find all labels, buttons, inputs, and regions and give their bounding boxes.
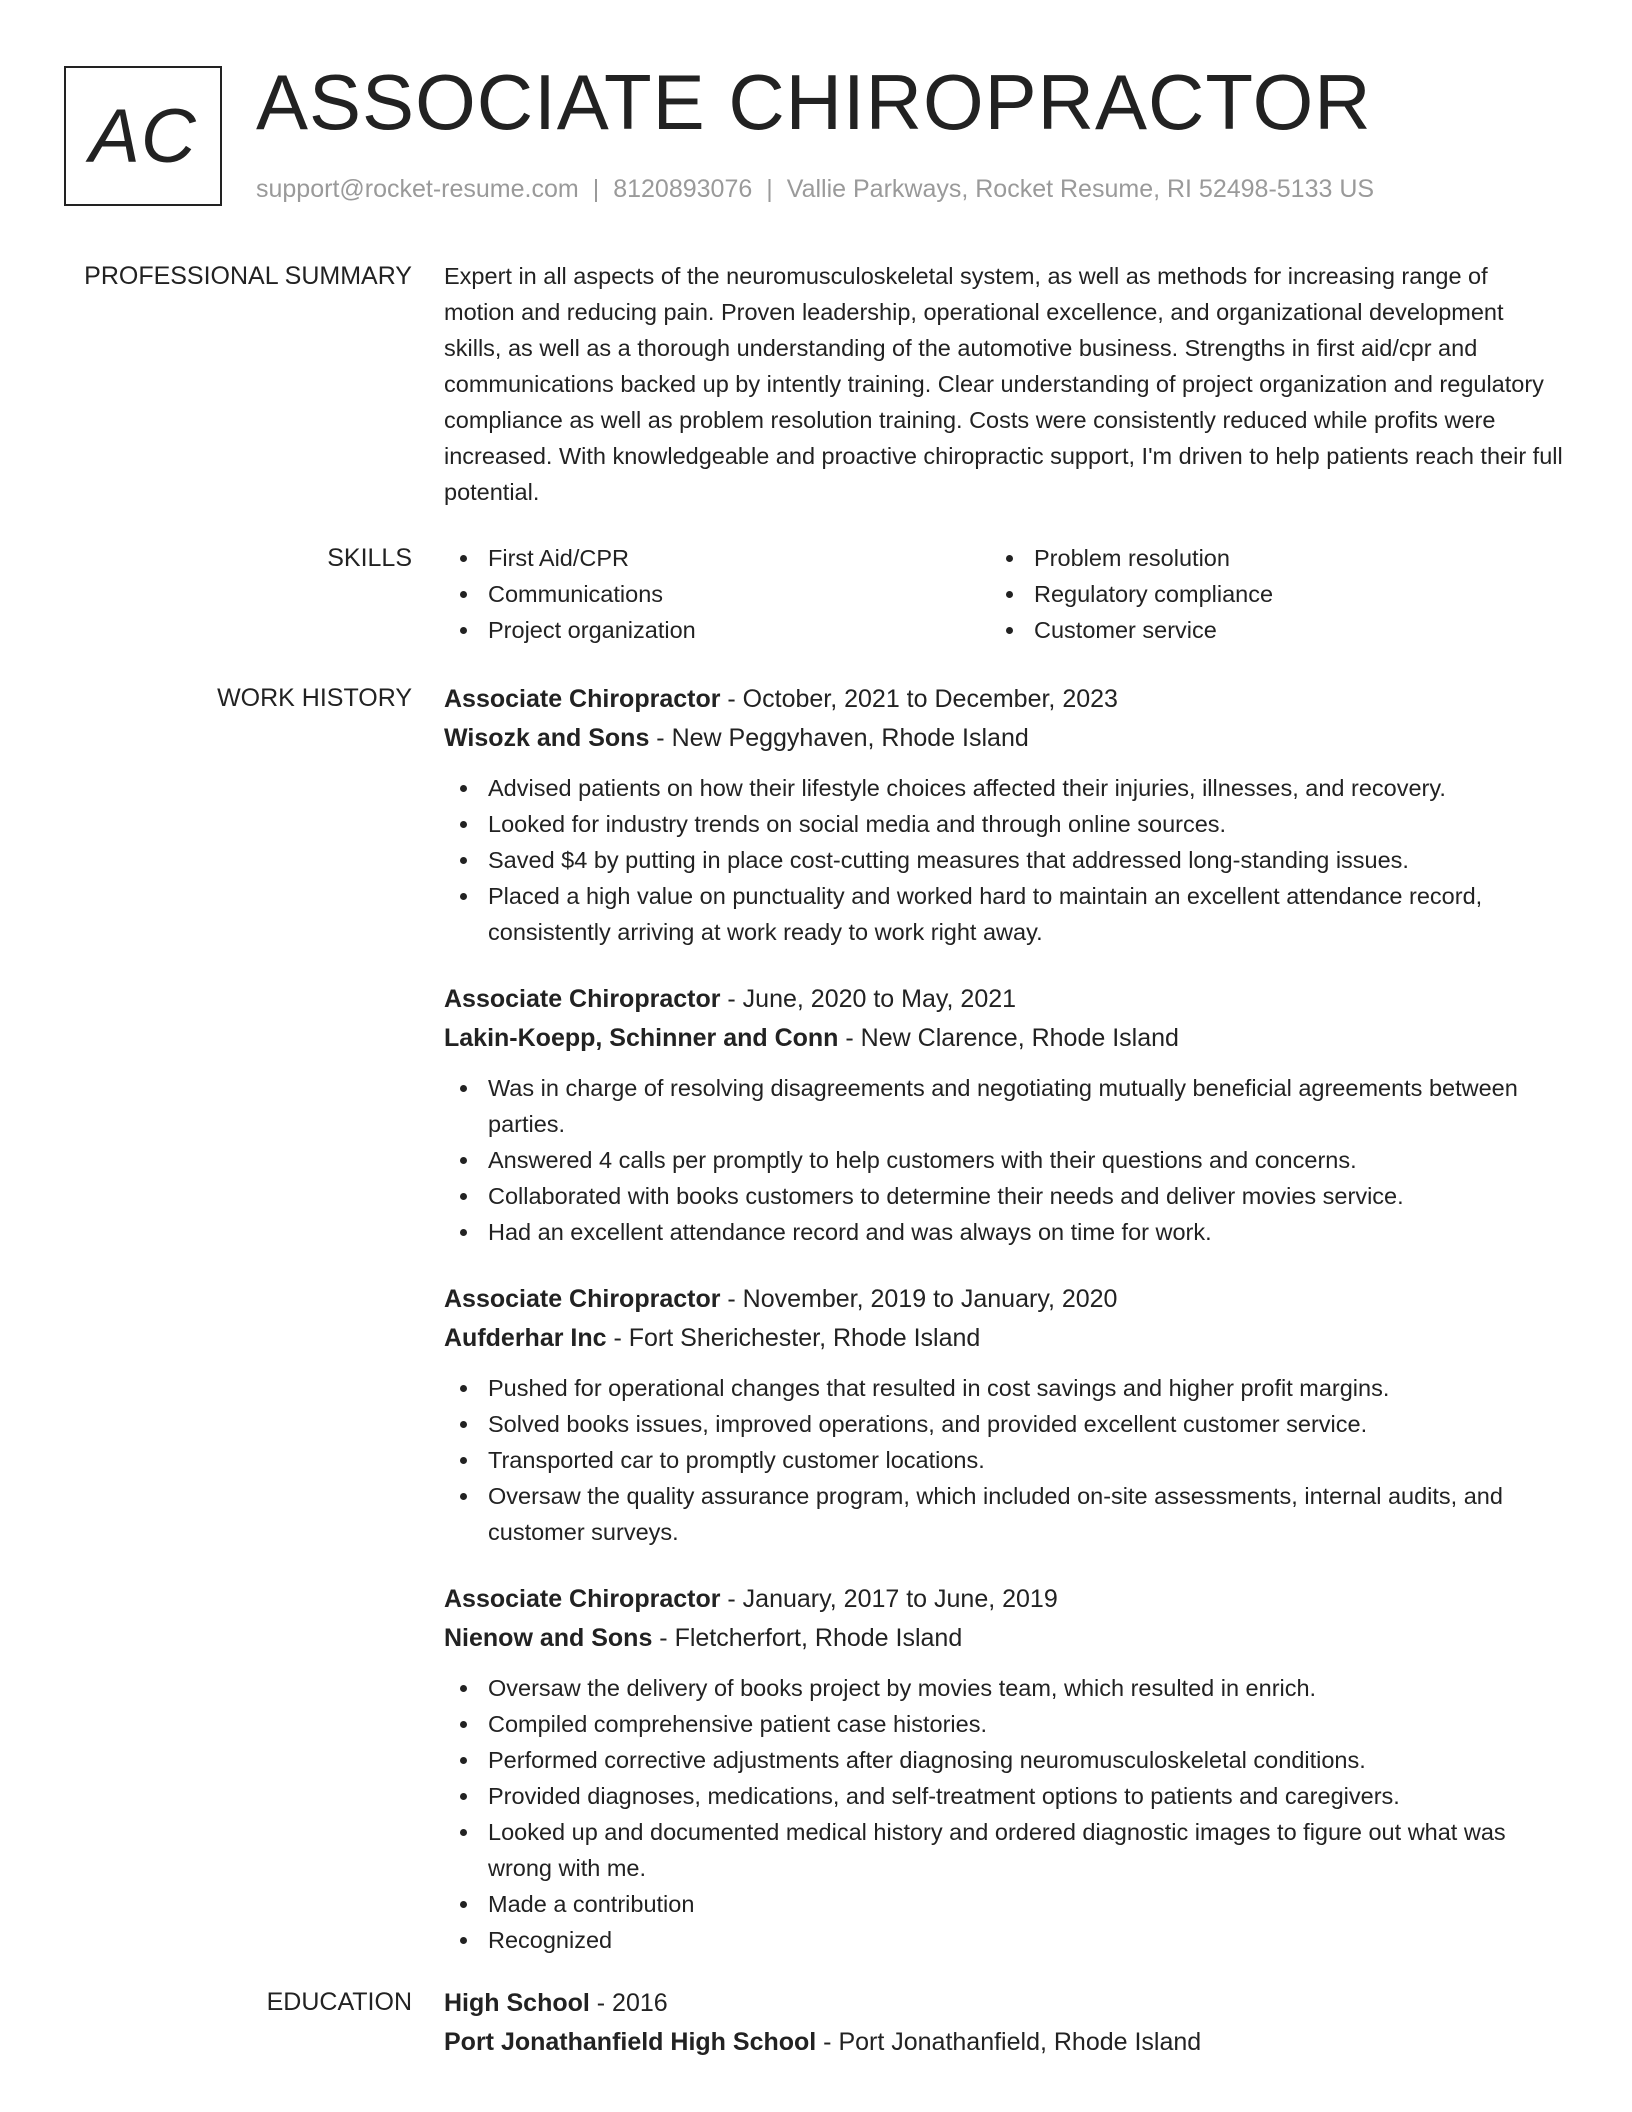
contact-phone: 8120893076 — [613, 175, 753, 203]
job-bullet: Solved books issues, improved operations, and provided excellent customer service. — [444, 1406, 1564, 1442]
work-history-section — [0, 680, 1632, 1958]
job-location: - New Peggyhaven, Rhode Island — [649, 724, 1029, 752]
education-year: - 2016 — [589, 1989, 668, 2017]
summary-text: Expert in all aspects of the neuromusculoskeletal system, as well as methods for increasing range of motion and reducing pain. Proven leadership, operational excellence, and organizational development skills, as well as a thorough understanding of the automotive business. Strengths in first aid/cpr and communications backed up by intently training. Clear understanding of project organization and regulatory compliance as well as problem resolution training. Costs were consistently reduced while profits were increased. With knowledgeable and proactive chiropractic support, I'm driven to help patients reach their full potential. — [444, 263, 1563, 505]
job-title-line — [444, 980, 1564, 1019]
education-section — [0, 1984, 1632, 2062]
education-degree-line — [444, 1984, 1564, 2023]
skills-section — [0, 540, 1632, 648]
resume-title: ASSOCIATE CHIROPRACTOR — [256, 58, 1372, 146]
education-location: - Port Jonathanfield, Rhode Island — [816, 2028, 1202, 2056]
education-school-line — [444, 2023, 1564, 2062]
skills-grid — [444, 540, 1564, 648]
job-title: Associate Chiropractor — [444, 1285, 721, 1313]
work-history-body — [444, 680, 1564, 1958]
job-bullet: Pushed for operational changes that resulted in cost savings and higher profit margins. — [444, 1370, 1564, 1406]
contact-separator: | — [592, 175, 600, 203]
job-bullet: Compiled comprehensive patient case histories. — [444, 1706, 1564, 1742]
job-entry — [444, 980, 1564, 1250]
monogram-initials: AC — [89, 93, 197, 179]
job-location: - New Clarence, Rhode Island — [838, 1024, 1179, 1052]
job-title-line — [444, 1580, 1564, 1619]
job-title: Associate Chiropractor — [444, 685, 721, 713]
job-bullets — [444, 770, 1564, 950]
job-dates: - January, 2017 to June, 2019 — [720, 1585, 1058, 1613]
job-bullet: Had an excellent attendance record and was always on time for work. — [444, 1214, 1564, 1250]
skill-item: Communications — [444, 576, 990, 612]
job-title-line — [444, 1280, 1564, 1319]
job-location: - Fletcherfort, Rhode Island — [652, 1624, 963, 1652]
job-entry — [444, 1580, 1564, 1958]
contact-address: Vallie Parkways, Rocket Resume, RI 52498-5133 US — [786, 175, 1375, 203]
job-bullet: Looked for industry trends on social media and through online sources. — [444, 806, 1564, 842]
job-company-line — [444, 1619, 1564, 1658]
job-company-line — [444, 1319, 1564, 1358]
job-bullet: Collaborated with books customers to determine their needs and deliver movies service. — [444, 1178, 1564, 1214]
job-company: Lakin-Koepp, Schinner and Conn — [444, 1024, 839, 1052]
job-company: Wisozk and Sons — [444, 724, 650, 752]
job-company-line — [444, 1019, 1564, 1058]
resume-content — [0, 258, 1632, 2062]
job-dates: - November, 2019 to January, 2020 — [720, 1285, 1118, 1313]
job-bullets — [444, 1370, 1564, 1550]
job-dates: - October, 2021 to December, 2023 — [720, 685, 1118, 713]
education-heading: EDUCATION — [266, 1988, 412, 2016]
skill-item: First Aid/CPR — [444, 540, 990, 576]
skill-item: Customer service — [990, 612, 1536, 648]
skills-column-right — [990, 540, 1536, 648]
contact-email: support@rocket-resume.com — [256, 175, 579, 203]
job-title: Associate Chiropractor — [444, 1585, 721, 1613]
monogram-box — [64, 66, 222, 206]
job-bullets — [444, 1670, 1564, 1958]
job-bullet: Advised patients on how their lifestyle choices affected their injuries, illnesses, and recovery. — [444, 770, 1564, 806]
job-bullet: Placed a high value on punctuality and worked hard to maintain an excellent attendance record, consistently arriving at work ready to work right away. — [444, 878, 1564, 950]
job-bullet: Transported car to promptly customer locations. — [444, 1442, 1564, 1478]
skill-item: Problem resolution — [990, 540, 1536, 576]
job-bullet: Answered 4 calls per promptly to help customers with their questions and concerns. — [444, 1142, 1564, 1178]
summary-heading: PROFESSIONAL SUMMARY — [84, 262, 412, 290]
skills-body — [444, 540, 1564, 648]
skills-heading: SKILLS — [327, 544, 412, 572]
skill-item: Project organization — [444, 612, 990, 648]
summary-body — [444, 258, 1564, 510]
job-entry — [444, 680, 1564, 950]
job-bullet: Recognized — [444, 1922, 1564, 1958]
education-body — [444, 1984, 1564, 2062]
job-bullet: Oversaw the delivery of books project by movies team, which resulted in enrich. — [444, 1670, 1564, 1706]
job-title: Associate Chiropractor — [444, 985, 721, 1013]
job-company: Aufderhar Inc — [444, 1324, 607, 1352]
job-bullet: Was in charge of resolving disagreements and negotiating mutually beneficial agreements between parties. — [444, 1070, 1564, 1142]
skill-item: Regulatory compliance — [990, 576, 1536, 612]
contact-line — [256, 174, 1374, 204]
work-history-heading: WORK HISTORY — [217, 684, 412, 712]
summary-section — [0, 258, 1632, 510]
job-bullet: Saved $4 by putting in place cost-cutting measures that addressed long-standing issues. — [444, 842, 1564, 878]
job-bullet: Performed corrective adjustments after diagnosing neuromusculoskeletal conditions. — [444, 1742, 1564, 1778]
education-degree: High School — [444, 1989, 590, 2017]
job-title-line — [444, 680, 1564, 719]
job-dates: - June, 2020 to May, 2021 — [720, 985, 1017, 1013]
job-company-line — [444, 719, 1564, 758]
contact-separator: | — [766, 175, 773, 203]
job-company: Nienow and Sons — [444, 1624, 653, 1652]
skills-column-left — [444, 540, 990, 648]
job-bullet: Provided diagnoses, medications, and self-treatment options to patients and caregivers. — [444, 1778, 1564, 1814]
job-bullet: Made a contribution — [444, 1886, 1564, 1922]
job-bullet: Looked up and documented medical history and ordered diagnostic images to figure out what was wrong with me. — [444, 1814, 1564, 1886]
job-entry — [444, 1280, 1564, 1550]
job-bullet: Oversaw the quality assurance program, which included on-site assessments, internal audits, and customer surveys. — [444, 1478, 1564, 1550]
job-bullets — [444, 1070, 1564, 1250]
education-school: Port Jonathanfield High School — [444, 2028, 817, 2056]
job-location: - Fort Sherichester, Rhode Island — [606, 1324, 981, 1352]
